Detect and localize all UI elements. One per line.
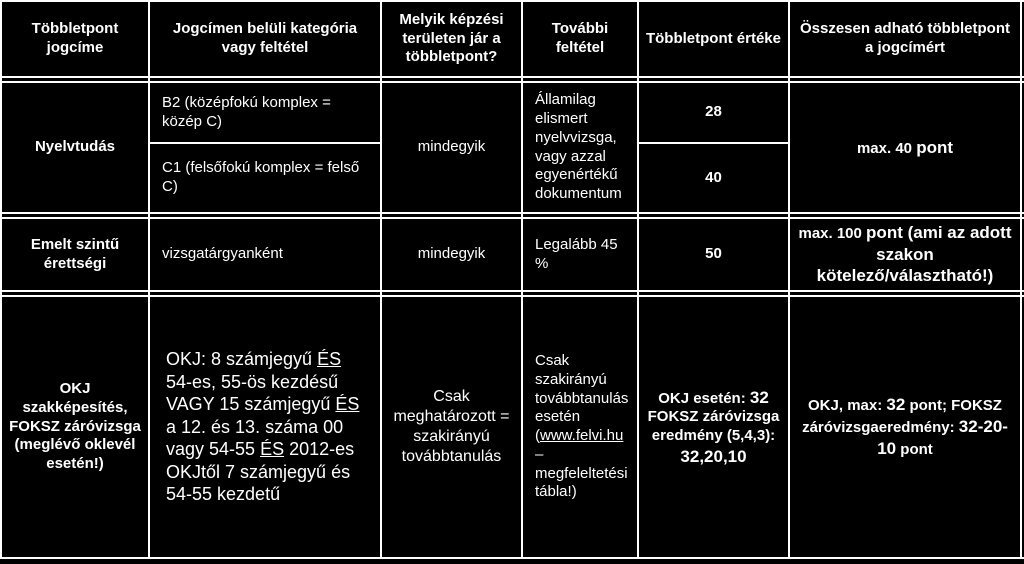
okj-cat-es2: ÉS [335, 394, 360, 415]
nyelv-val-b2: 28 [705, 103, 722, 121]
nyelv-val-c1: 40 [705, 168, 722, 186]
rule-right [1020, 0, 1022, 559]
okj-title: OKJ szakképesítés, FOKSZ záróvizsga (meglévő oklevél esetén!) [9, 380, 141, 473]
nyelv-total-b: pont [916, 137, 954, 157]
okj-total-c: pont; FOKSZ záróvizsgaeredmény: [802, 397, 1002, 437]
rule-emelt-bottom [0, 290, 1024, 292]
okj-cat-p4: 2012-es OKJtől 7 számjegyű és 54-55 kezdetű [166, 439, 355, 505]
nyelv-total [790, 83, 1020, 212]
okj-cat-p3: a 12. és 13. száma 00 vagy 54-55 [166, 416, 344, 460]
emelt-cond: Legalább 45 % [535, 235, 618, 272]
okj-total-a: OKJ, max: [808, 397, 887, 415]
okj-cat-p1: OKJ: 8 számjegyű [166, 349, 318, 370]
nyelv-total-a: max. 40 [856, 139, 917, 157]
nyelv-area: mindegyik [417, 138, 486, 156]
emelt-cat: vizsgatárgyanként [162, 245, 283, 263]
okj-area: Csak meghatározott = szakirányú továbbtanulás [393, 388, 510, 465]
okj-cat-es1: ÉS [317, 349, 342, 370]
emelt-total-b: pont (ami az adott szakon kötelező/választható!) [816, 222, 1012, 286]
okj-cat [150, 297, 380, 557]
okj-val-b: 32 [749, 387, 769, 407]
okj-total-b: 32 [886, 395, 906, 415]
header-col1: Többletpont jogcíme [31, 20, 119, 56]
nyelv-cat-b2: B2 (középfokú komplex = közép C) [162, 93, 331, 130]
header-col5: Többletpont értéke [645, 29, 781, 47]
okj-total-d: 32-20-10 [877, 417, 1008, 458]
emelt-total [790, 219, 1020, 290]
header-col2: Jogcímen belüli kategória vagy feltétel [172, 20, 358, 56]
okj-cond-p1: Csak szakirányú továbbtanulás esetén ( [535, 352, 629, 444]
okj-cat-p2: 54-es, 55-ös kezdésű VAGY 15 számjegyű [166, 371, 339, 415]
okj-total [790, 297, 1020, 557]
rule-bottom [0, 557, 1024, 559]
nyelv-title: Nyelvtudás [34, 138, 116, 156]
okj-val-d: 32,20,10 [680, 446, 747, 466]
okj-val [639, 297, 788, 557]
okj-val-a: OKJ esetén: [658, 389, 750, 407]
header-col3: Melyik képzési területen jár a többletpont? [399, 10, 504, 66]
rule-nyelv-bottom [0, 212, 1024, 214]
okj-val-c: FOKSZ záróvizsga eredmény (5,4,3): [647, 408, 780, 444]
nyelv-cat-c1: C1 (felsőfokú komplex = felső C) [162, 159, 360, 195]
emelt-title: Emelt szintű érettségi [30, 235, 120, 272]
header-col6: Összesen adható többletpont a jogcímért [799, 20, 1010, 56]
okj-cond [523, 297, 637, 557]
okj-total-e: pont [896, 440, 933, 458]
emelt-area: mindegyik [417, 245, 486, 263]
okj-cat-es3: ÉS [260, 439, 285, 460]
emelt-val: 50 [705, 245, 722, 263]
okj-cond-p2: – megfeleltetési tábla!) [535, 445, 628, 501]
header-col4: További feltétel [551, 20, 609, 56]
nyelv-cond: Államilag elismert nyelvvizsga, vagy azzal egyenértékű dokumentum [535, 91, 622, 202]
felvi-link[interactable]: www.felvi.hu [540, 427, 624, 444]
rule-under-header [0, 76, 1024, 78]
emelt-total-a: max. 100 [798, 224, 867, 242]
